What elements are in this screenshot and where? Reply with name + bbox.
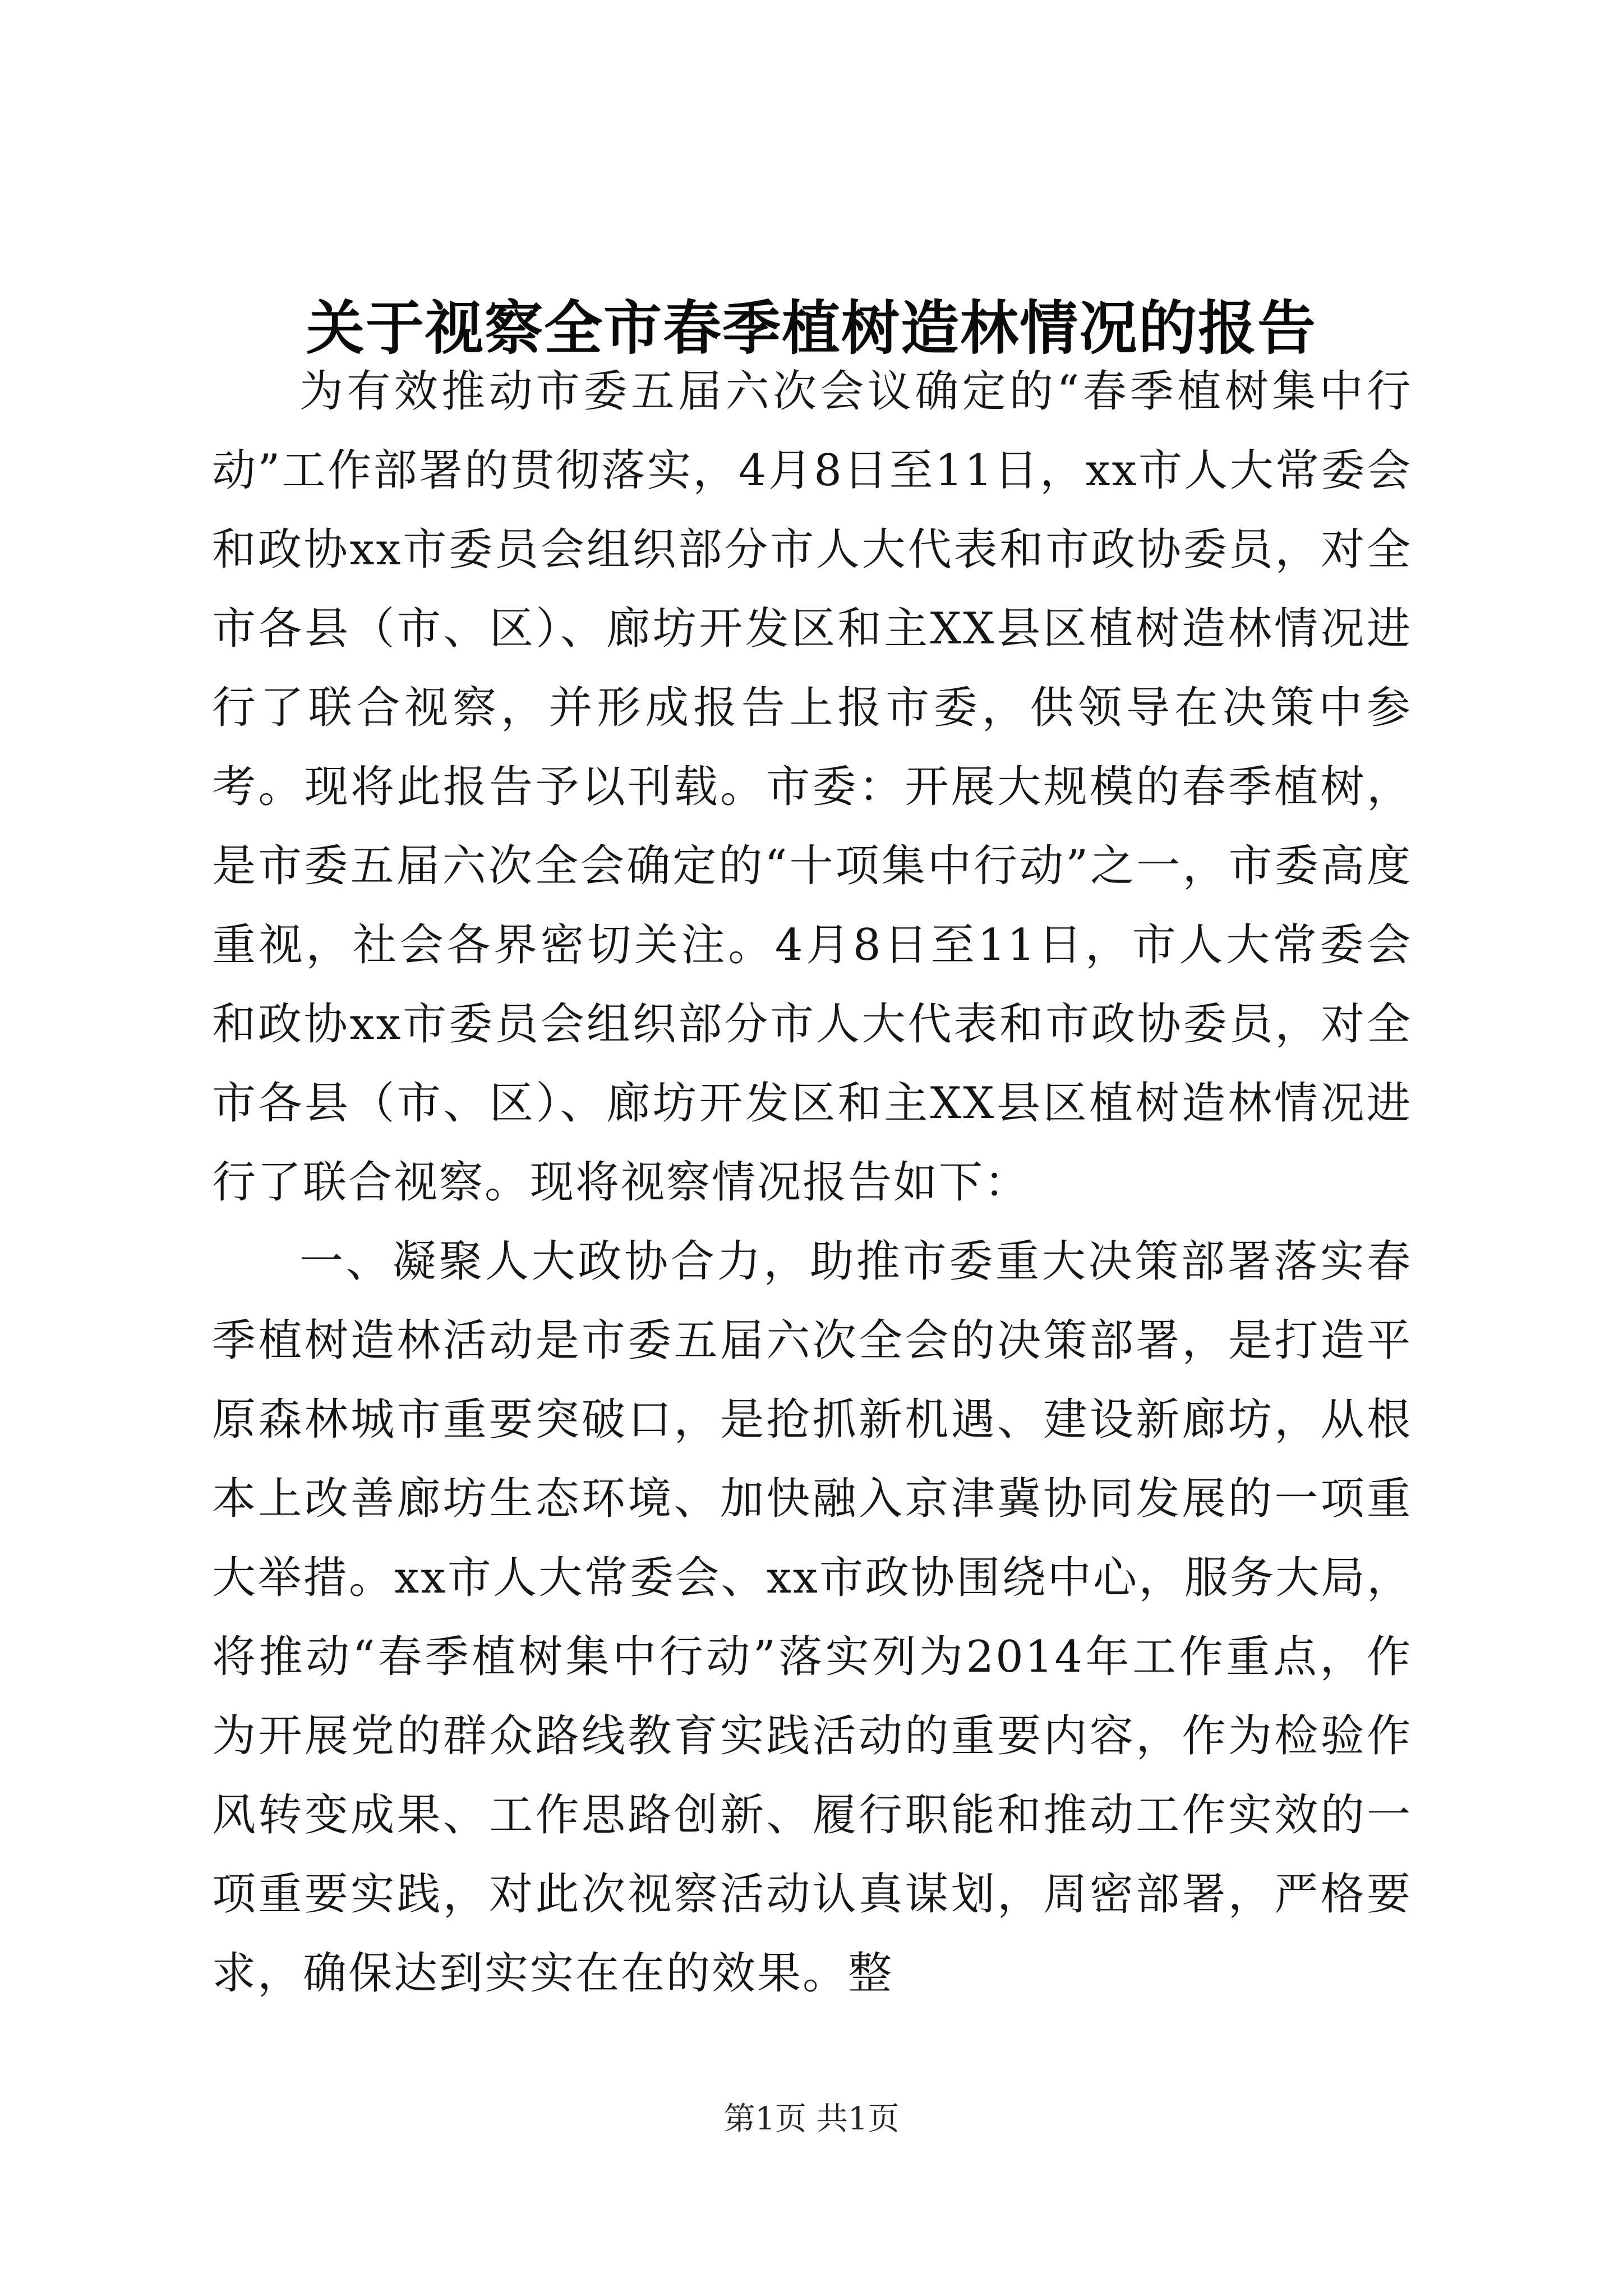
page-footer: 第1页 共1页 xyxy=(723,2101,900,2137)
paragraph-intro: 为有效推动市委五届六次会议确定的“春季植树集中行动”工作部署的贯彻落实，4月8日至11日，xx市人大常委会和政协xx市委员会组织部分市人大代表和市政协委员，对全市各县（市、区）、廊坊开发区和主XX县区植树造林情况进行了联合视察，并形成报告上报市委，供领导在决策中参考。现将此报告予以刊载。市委：开展大规模的春季植树，是市委五届六次全会确定的“十项集中行动”之一，市委高度重视，社会各界密切关注。4月8日至11日，市人大常委会和政协xx市委员会组织部分市人大代表和市政协委员，对全市各县（市、区）、廊坊开发区和主XX县区植树造林情况进行了联合视察。现将视察情况报告如下： xyxy=(212,366,1412,1208)
document-body xyxy=(212,352,1412,2013)
paragraph-section-one: 一、凝聚人大政协合力，助推市委重大决策部署落实春季植树造林活动是市委五届六次全会的决策部署，是打造平原森林城市重要突破口，是抢抓新机遇、建设新廊坊，从根本上改善廊坊生态环境、加快融入京津冀协同发展的一项重大举措。xx市人大常委会、xx市政协围绕中心，服务大局，将推动“春季植树集中行动”落实列为2014年工作重点，作为开展党的群众路线教育实践活动的重要内容，作为检验作风转变成果、工作思路创新、履行职能和推动工作实效的一项重要实践，对此次视察活动认真谋划，周密部署，严格要求，确保达到实实在在的效果。整 xyxy=(212,1236,1412,1999)
document-title: 关于视察全市春季植树造林情况的报告 xyxy=(306,293,1317,362)
